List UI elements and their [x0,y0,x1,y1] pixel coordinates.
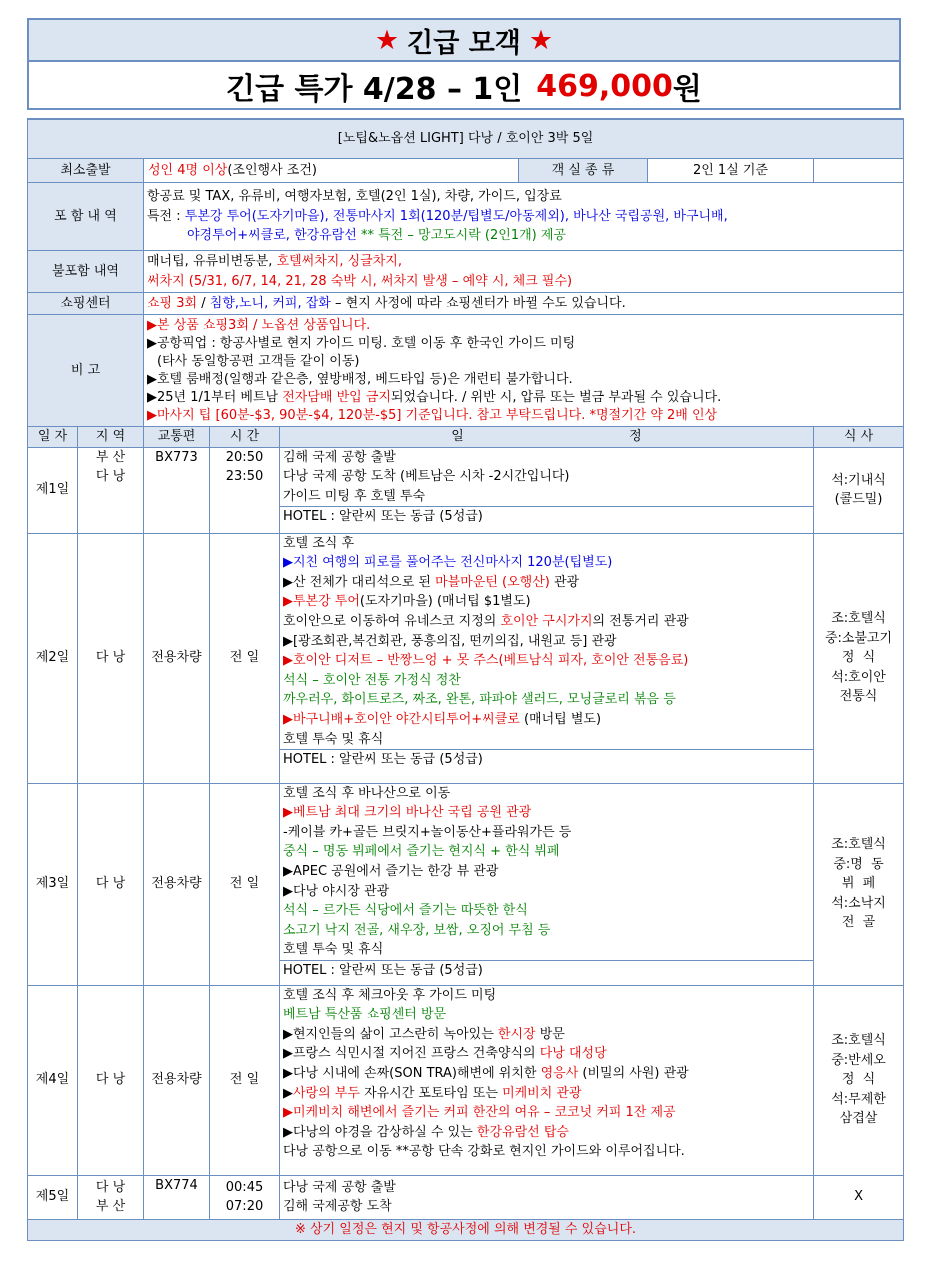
price-unit: 원 [672,72,702,107]
itinerary-line: 호텔 조식 후 [283,535,355,551]
time-depart: 00:45 [225,1179,264,1195]
day-meal [814,985,904,1175]
itinerary-line [283,710,810,730]
text-part: 자유시간 포토타임 또는 [359,1085,503,1101]
meal-line: 전 골 [841,915,876,931]
itinerary-line [283,612,810,632]
day-transport: 전용차량 [144,985,210,1175]
col-region: 지 역 [78,427,144,448]
exclude-basic: 매너팁, 유류비변동분, [147,253,277,269]
day-row-3 [28,783,904,985]
itinerary-line: 소고기 낙지 전골, 새우장, 보쌈, 오징어 무침 등 [283,922,551,938]
time-depart: 20:50 [225,449,264,465]
min-departure-cell [144,159,814,183]
region-from: 다 낭 [95,1179,126,1195]
itinerary-line: 다낭 공항으로 이동 **공항 단속 강화로 현지인 가이드와 이루어집니다. [283,1144,685,1160]
itinerary-line: 김해 국제공항 도착 [283,1199,392,1215]
note-content [144,315,904,427]
include-special-line [147,207,900,227]
note-label: 비 고 [28,315,144,427]
footer-note: ※ 상기 일정은 현지 및 항공사정에 의해 변경될 수 있습니다. [28,1219,904,1240]
time-arrive: 23:50 [225,469,264,485]
product-title: [노팁&노옵션 LIGHT] 다낭 / 호이안 3박 5일 [28,119,904,159]
text-part: 관광 [549,574,580,590]
special-items-2: 야경투어+씨클로, 한강유람선 [187,228,357,244]
note-line: ▶본 상품 쇼핑3회 / 노옵션 상품입니다. [147,317,371,333]
special-price: 469,000 [536,68,673,104]
special-items: 투본강 투어(도자기마을), 전통마사지 1회(120분/팁별도/아동제외), 바나산 국립공원, 바구니배, [184,208,728,224]
meal-line: 정 식 [841,650,876,666]
meal-line: 조:호텔식 [831,1033,886,1049]
include-line: 항공료 및 TAX, 유류비, 여행자보험, 호텔(2인 1실), 차량, 가이드, 입장료 [147,189,562,205]
special-price-row [29,62,899,110]
special-price-label: 긴급 특가 4/28 – 1인 [226,72,523,107]
text-part: ▶다낭의 야경을 감상하실 수 있는 [283,1124,477,1140]
text-part: 마블마운틴 (오행산) [435,574,550,590]
text-part: ▶ [283,1085,293,1101]
day-region: 다 낭 [78,985,144,1175]
itinerary-line: ▶미케비치 해변에서 즐기는 커피 한잔의 여유 – 코코넛 커피 1잔 제공 [283,1105,676,1121]
day-meal: X [814,1175,904,1219]
itinerary-line: 베트남 특산품 쇼핑센터 방문 [283,1007,447,1023]
itinerary-line [283,1025,810,1045]
day-itinerary [280,783,814,985]
itinerary-line: 호텔 조식 후 체크아웃 후 가이드 미팅 [283,987,497,1003]
itinerary-line [283,573,810,593]
include-special-line-2 [147,226,900,246]
day-label: 제1일 [28,447,78,533]
note-row [28,315,904,427]
star-icon: ★ [528,24,554,56]
itinerary-line [283,1064,810,1084]
day-region: 다 낭 [78,783,144,985]
meal-line: 석:무제한 [831,1091,886,1107]
include-label: 포 함 내 역 [28,183,144,251]
text-part: 한시장 [497,1026,536,1042]
itinerary-line [283,592,810,612]
min-departure-value [144,159,518,182]
schedule-header-row [28,427,904,448]
day-label: 제5일 [28,1175,78,1219]
text-part: 의 전통거리 관광 [592,613,689,629]
text-part: ▶프랑스 식민시절 지어진 프랑스 건축양식의 [283,1046,540,1062]
note-line: ▶호텔 룸배정(일행과 같은층, 옆방배정, 베드타입 등)은 개런티 불가합니다. [147,371,573,387]
meal-line: 조:호텔식 [831,611,886,627]
note-part: 되었습니다. / 위반 시, 압류 또는 벌금 부과될 수 있습니다. [390,389,722,405]
itinerary-table [27,118,904,1241]
shopping-label: 쇼핑센터 [28,293,144,315]
region-to: 다 낭 [95,469,126,485]
min-departure-count: 성인 4명 이상 [148,162,228,178]
shopping-note: – 현지 사정에 따라 쇼핑센터가 바뀔 수도 있습니다. [330,295,626,311]
meal-line: 중:반세오 [831,1052,886,1068]
text-part: 한강유람선 탑승 [476,1124,569,1140]
col-itinerary: 일 정 [280,427,814,448]
meal-line: 삼겹살 [839,1111,878,1127]
room-type-value: 2인 1실 기준 [647,159,813,182]
shopping-sep: / [197,295,210,311]
day-region [78,447,144,533]
shopping-content [144,293,904,315]
meal-line: 석:기내식 [831,472,886,488]
day-time: 전 일 [210,783,280,985]
day-row-4 [28,985,904,1175]
itinerary-line: 가이드 미팅 후 호텔 투숙 [283,488,426,504]
hotel-info: HOTEL : 알란씨 또는 동급 (5성급) [280,749,813,770]
itinerary-line: 김해 국제 공항 출발 [283,449,396,465]
day-region [78,1175,144,1219]
meal-line: (콜드밀) [834,492,883,508]
min-departure-label: 최소출발 [28,159,144,183]
day-meal [814,533,904,783]
day-transport: BX774 [144,1175,210,1219]
day-row-1 [28,447,904,533]
meal-line: 중:소불고기 [824,630,893,646]
text-part: (매너팁 별도) [519,711,602,727]
note-line: (타사 동일항공편 고객들 같이 이동) [157,353,360,369]
itinerary-line: 다낭 국제 공항 도착 (베트남은 시차 -2시간입니다) [283,469,570,485]
day-time [210,1175,280,1219]
region-from: 부 산 [95,449,126,465]
text-part: (비밀의 사원) 관광 [578,1065,689,1081]
exclude-line-2: 써차지 (5/31, 6/7, 14, 21, 28 숙박 시, 써차지 발생 – 예약 시, 체크 필수) [147,273,573,289]
meal-line: 전통식 [839,689,878,705]
exclude-surcharge: 호텔써차지, 싱글차지, [276,253,402,269]
day-itinerary [280,985,814,1175]
text-part: 다낭 대성당 [539,1046,607,1062]
day-itinerary [280,447,814,533]
day-region: 다 낭 [78,533,144,783]
itinerary-line: 석식 – 르가든 식당에서 즐기는 따뜻한 한식 [283,903,528,919]
text-part: ▶산 전체가 대리석으로 된 [283,574,436,590]
min-departure-row [28,159,904,183]
footer-row [28,1219,904,1240]
itinerary-line: 중식 – 명동 뷔페에서 즐기는 현지식 + 한식 뷔페 [283,844,560,860]
day-itinerary [280,1175,814,1219]
itinerary-line: ▶지친 여행의 피로를 풀어주는 전신마사지 120분(팁별도) [283,555,613,571]
itinerary-line [283,1044,810,1064]
shopping-row [28,293,904,315]
itinerary-line [283,1123,810,1143]
include-content [144,183,904,251]
urgent-banner [27,18,901,110]
exclude-row [28,251,904,293]
itinerary-line: -케이블 카+골든 브릿지+놀이동산+플라워가든 등 [283,824,572,840]
day-transport: 전용차량 [144,783,210,985]
col-transport: 교통편 [144,427,210,448]
day-label: 제3일 [28,783,78,985]
itinerary-line: ▶APEC 공원에서 즐기는 한강 뷰 관광 [283,863,499,879]
meal-line: 중:명 동 [833,856,884,872]
time-arrive: 07:20 [225,1199,264,1215]
note-line: ▶마사지 팁 [60분-$3, 90분-$4, 120분-$5] 기준입니다. 참고 부탁드립니다. *명절기간 약 2배 인상 [147,407,718,423]
col-meal: 식 사 [814,427,904,448]
text-part: ▶투본강 투어 [283,594,360,610]
special-bonus: ** 특전 – 망고도시락 (2인1개) 제공 [356,228,566,244]
note-line: ▶공항픽업 : 항공사별로 현지 가이드 미팅. 호텔 이동 후 한국인 가이드 미팅 [147,335,576,351]
day-label: 제4일 [28,985,78,1175]
day-time: 전 일 [210,533,280,783]
include-row [28,183,904,251]
col-day: 일 자 [28,427,78,448]
product-title-row [28,119,904,159]
meal-line: 석:소낙지 [831,895,886,911]
col-time: 시 간 [210,427,280,448]
text-part: ▶현지인들의 삶이 고스란히 녹아있는 [283,1026,498,1042]
hotel-info: HOTEL : 알란씨 또는 동급 (5성급) [280,506,813,527]
day-transport: BX773 [144,447,210,533]
exclude-content [144,251,904,293]
itinerary-line: 호텔 투숙 및 휴식 [283,731,384,747]
itinerary-line: ▶다낭 야시장 관광 [283,883,390,899]
meal-line: 뷔 페 [841,876,876,892]
special-prefix: 특전 : [147,208,185,224]
exclude-line-1 [147,252,900,272]
min-departure-condition: (조인행사 조건) [227,162,317,178]
itinerary-line: 까우러우, 화이트로즈, 짜조, 완톤, 파파야 샐러드, 모닝글로리 볶음 등 [283,692,676,708]
text-part: ▶다낭 시내에 손짜(SON TRA)해변에 위치한 [283,1065,541,1081]
urgent-title-row [29,20,899,62]
text-part: 사랑의 부두 [293,1085,360,1101]
text-part: 호이안 구시가지 [500,613,593,629]
star-icon: ★ [374,24,400,56]
itinerary-line: 호텔 조식 후 바나산으로 이동 [283,785,451,801]
room-type-filler [814,159,904,183]
itinerary-line: 석식 – 호이안 전통 가정식 정찬 [283,672,461,688]
hotel-info: HOTEL : 알란씨 또는 동급 (5성급) [280,960,813,981]
shopping-items: 침향,노니, 커피, 잡화 [209,295,331,311]
note-line [147,389,900,407]
day-meal [814,783,904,985]
itinerary-line: 호텔 투숙 및 휴식 [283,942,384,958]
note-part: 전자담배 반입 금지 [282,389,391,405]
shopping-count: 쇼핑 3회 [147,295,198,311]
text-part: 미케비치 관광 [502,1085,582,1101]
text-part: 호이안으로 이동하여 유네스코 지정의 [283,613,501,629]
itinerary-line: 다낭 국제 공항 출발 [283,1179,396,1195]
day-time: 전 일 [210,985,280,1175]
room-type-label: 객 실 종 류 [518,159,647,182]
day-meal [814,447,904,533]
day-itinerary [280,533,814,783]
meal-line: 석:호이안 [831,669,886,685]
day-time [210,447,280,533]
urgent-title: 긴급 모객 [407,27,521,59]
itinerary-line: ▶[광조회관,복건회관, 풍흥의집, 떤끼의집, 내원교 등] 관광 [283,633,617,649]
text-part: (도자기마을) (매너팁 $1별도) [359,594,531,610]
day-row-5 [28,1175,904,1219]
day-transport: 전용차량 [144,533,210,783]
itinerary-line: ▶베트남 최대 크기의 바나산 국립 공원 관광 [283,805,532,821]
note-part: ▶25년 1/1부터 베트남 [147,389,283,405]
region-to: 부 산 [95,1199,126,1215]
exclude-label: 불포함 내역 [28,251,144,293]
text-part: 영응사 [540,1065,579,1081]
meal-line: 정 식 [841,1072,876,1088]
text-part: ▶바구니배+호이안 야간시티투어+씨클로 [283,711,520,727]
day-label: 제2일 [28,533,78,783]
meal-line: 조:호텔식 [831,837,886,853]
day-row-2 [28,533,904,783]
itinerary-line: ▶호이안 디저트 – 반짱느엉 + 못 주스(베트남식 피자, 호이안 전통음료) [283,653,689,669]
text-part: 방문 [535,1026,565,1042]
itinerary-line [283,1084,810,1104]
